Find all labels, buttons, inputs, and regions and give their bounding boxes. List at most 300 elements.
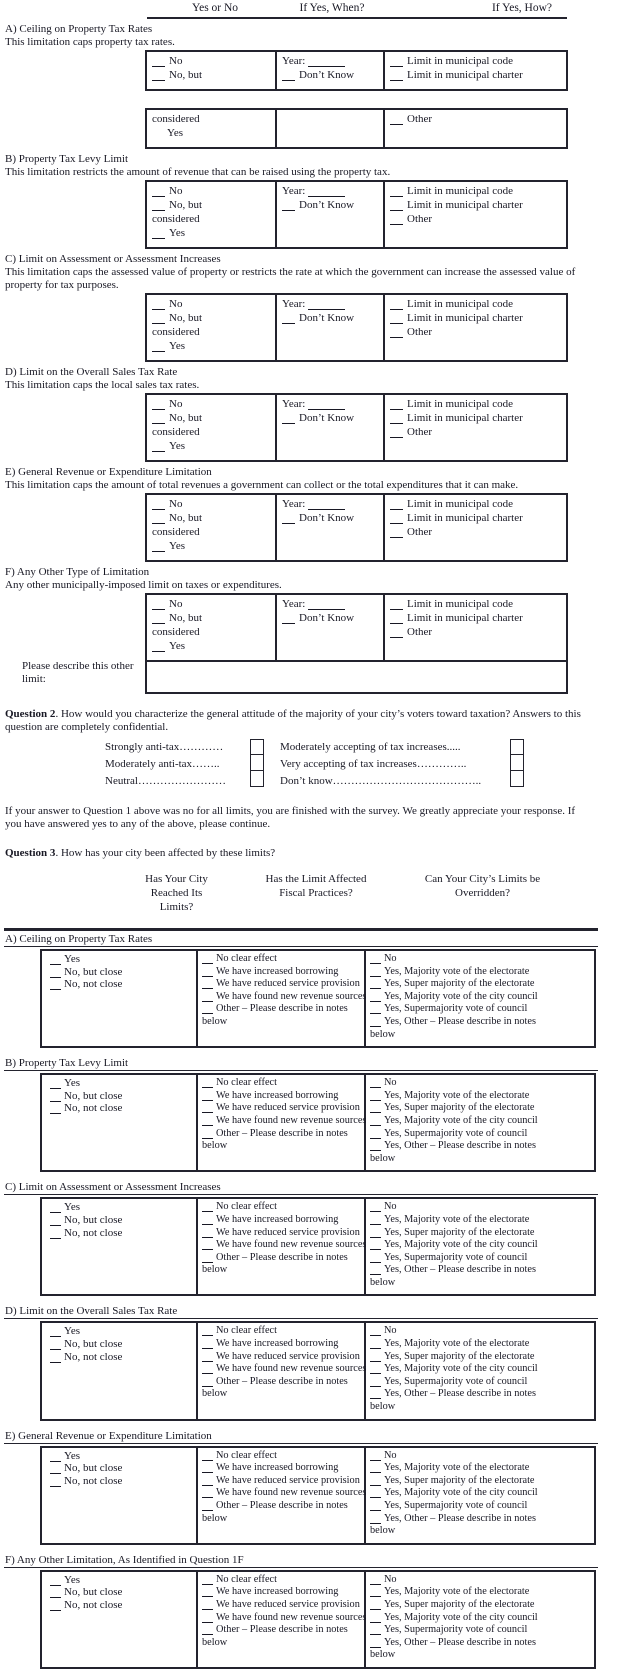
option-line [202, 966, 362, 979]
fill-blank[interactable] [370, 1354, 381, 1362]
option-text: Year: [282, 398, 306, 410]
option-line [50, 1351, 194, 1364]
fill-blank[interactable] [390, 429, 403, 438]
fill-blank[interactable] [50, 1479, 61, 1487]
fill-blank[interactable] [370, 1391, 381, 1399]
fill-blank[interactable] [370, 1267, 381, 1275]
fill-blank[interactable] [152, 401, 165, 410]
option-line [370, 1599, 592, 1612]
fill-blank[interactable] [50, 982, 61, 990]
option-text: Yes, Supermajority vote of council [384, 1375, 528, 1387]
fill-blank[interactable] [390, 72, 403, 81]
option-text: Yes, Supermajority vote of council [384, 1003, 528, 1015]
fill-blank[interactable] [370, 1105, 381, 1113]
year-fill-blank[interactable] [308, 601, 345, 610]
option-line [202, 1090, 362, 1103]
fill-blank[interactable] [50, 1454, 61, 1462]
q3-answer-table [40, 1197, 596, 1296]
option-line [202, 1264, 362, 1277]
fill-blank[interactable] [282, 72, 295, 81]
year-fill-blank[interactable] [308, 301, 345, 310]
q1-section-description: This limitation restricts the amount of revenue that can be raised using the property tax. [5, 166, 391, 178]
fill-blank[interactable] [370, 1602, 381, 1610]
fill-blank[interactable] [282, 315, 295, 324]
fill-blank[interactable] [50, 1342, 61, 1350]
fill-blank[interactable] [390, 329, 403, 338]
fill-blank[interactable] [202, 1379, 213, 1387]
fill-blank[interactable] [370, 1019, 381, 1027]
option-line [390, 325, 562, 339]
option-text: Yes, Other – Please describe in notes [384, 1512, 536, 1524]
option-text: Limit in municipal code [407, 298, 514, 310]
option-text: Yes, Majority vote of the electorate [384, 1462, 530, 1474]
fill-blank[interactable] [390, 188, 403, 197]
option-line [390, 112, 562, 126]
q3-answer-table [40, 1446, 596, 1545]
option-line [370, 1325, 592, 1338]
fill-blank[interactable] [50, 1329, 61, 1337]
fill-blank[interactable] [370, 1627, 381, 1635]
fill-blank[interactable] [370, 1006, 381, 1014]
option-text: Don’t Know [299, 412, 355, 424]
fill-blank[interactable] [390, 315, 403, 324]
option-line [202, 1239, 367, 1252]
answer-cell-c2 [277, 295, 385, 360]
option-text: Yes, Other – Please describe in notes [384, 1264, 536, 1276]
year-fill-blank[interactable] [308, 501, 345, 510]
fill-blank[interactable] [152, 188, 165, 197]
fill-blank[interactable] [370, 1093, 381, 1101]
answer-cell-c1 [147, 182, 277, 247]
q2-left-option: Neutral…………………… [105, 775, 226, 787]
q1-section [4, 466, 600, 562]
fill-blank[interactable] [370, 1131, 381, 1139]
answer-cell-c2 [198, 1323, 366, 1418]
fill-blank[interactable] [390, 116, 403, 125]
option-text: Limit in municipal code [407, 55, 514, 67]
q3-section-label: B) Property Tax Levy Limit [4, 1055, 598, 1071]
option-line [50, 1090, 194, 1103]
option-line [370, 966, 592, 979]
option-text: Yes [64, 1077, 81, 1090]
fill-blank[interactable] [50, 1106, 61, 1114]
fill-blank[interactable] [202, 1503, 213, 1511]
option-text: considered [152, 113, 200, 125]
option-line [152, 425, 271, 439]
fill-blank[interactable] [370, 1615, 381, 1623]
option-text: No clear effect [216, 1449, 277, 1461]
checkbox[interactable] [510, 754, 524, 771]
fill-blank[interactable] [152, 343, 165, 352]
answer-cell-c1 [42, 1448, 198, 1543]
fill-blank[interactable] [202, 1080, 213, 1088]
option-line [390, 625, 562, 639]
option-text: below [370, 1276, 396, 1288]
fill-blank[interactable] [202, 994, 213, 1002]
fill-blank[interactable] [370, 1453, 381, 1461]
option-text: No [169, 398, 183, 410]
option-text: Other – Please describe in notes [216, 1375, 348, 1387]
option-text: Yes [64, 1201, 81, 1214]
q3-section [4, 1303, 600, 1420]
option-text: We have reduced service provision [216, 1474, 360, 1486]
option-text: Yes, Super majority of the electorate [384, 1474, 535, 1486]
fill-blank[interactable] [370, 1465, 381, 1473]
question2-options [4, 741, 600, 795]
answer-cell-c1 [42, 1572, 198, 1667]
q1-sections [4, 23, 600, 662]
answer-cell-c3 [385, 182, 566, 247]
fill-blank[interactable] [152, 643, 165, 652]
option-line [370, 1277, 592, 1290]
option-line [152, 639, 271, 653]
fill-blank[interactable] [390, 515, 403, 524]
fill-blank[interactable] [152, 230, 165, 239]
option-text: Yes, Majority vote of the electorate [384, 1089, 530, 1101]
header-line: Reached Its [150, 887, 203, 899]
fill-blank[interactable] [370, 1490, 381, 1498]
option-line [202, 1611, 367, 1625]
checkbox[interactable] [250, 754, 264, 771]
option-text: We have reduced service provision [216, 1226, 360, 1238]
q3-section-label: C) Limit on Assessment or Assessment Increases [4, 1179, 598, 1195]
fill-blank[interactable] [282, 515, 295, 524]
option-text: Yes, Super majority of the electorate [384, 1350, 535, 1362]
option-line [152, 212, 271, 226]
fill-blank[interactable] [390, 529, 403, 538]
option-text: Limit in municipal code [407, 185, 514, 197]
fill-blank[interactable] [152, 601, 165, 610]
q1-describe-input-box[interactable] [145, 660, 568, 694]
option-line [370, 1376, 592, 1389]
fill-blank[interactable] [152, 615, 165, 624]
option-text: Yes, Majority vote of the electorate [384, 1586, 530, 1598]
header-line: Fiscal Practices? [279, 887, 353, 899]
fill-blank[interactable] [152, 415, 165, 424]
option-line [152, 511, 271, 525]
option-line [202, 1140, 362, 1153]
fill-blank[interactable] [370, 1379, 381, 1387]
option-line [50, 1325, 194, 1338]
fill-blank[interactable] [202, 956, 213, 964]
fill-blank[interactable] [370, 1589, 381, 1597]
option-line [370, 1462, 592, 1475]
fill-blank[interactable] [370, 1143, 381, 1151]
fill-blank[interactable] [202, 1105, 213, 1113]
q1-section-label: D) Limit on the Overall Sales Tax Rate [5, 366, 178, 378]
answer-cell-c2 [198, 951, 366, 1046]
option-text: Limit in municipal charter [407, 412, 523, 424]
option-text: below [202, 1264, 228, 1276]
fill-blank[interactable] [370, 1217, 381, 1225]
q3-section [4, 1552, 600, 1669]
option-line [202, 1102, 362, 1115]
fill-blank[interactable] [202, 1615, 213, 1623]
fill-blank[interactable] [370, 1640, 381, 1648]
fill-blank[interactable] [50, 1603, 61, 1611]
option-text: considered [152, 213, 200, 225]
answer-cell-c1 [147, 52, 277, 89]
fill-blank[interactable] [152, 443, 165, 452]
checkbox[interactable] [250, 739, 264, 756]
option-text: Yes, Super majority of the electorate [384, 1598, 535, 1610]
fill-blank[interactable] [370, 981, 381, 989]
fill-blank[interactable] [370, 1366, 381, 1374]
q2-footer-note: If your answer to Question 1 above was no for all limits, you are finished with the survey. We greatly appreciate your response. If you have answered yes to any of the above, please continue. [5, 805, 576, 830]
q1-section-label: F) Any Other Type of Limitation [5, 566, 150, 578]
option-line [202, 990, 367, 1004]
fill-blank[interactable] [50, 1231, 61, 1239]
fill-blank[interactable] [50, 1466, 61, 1474]
q2-left-option: Strongly anti-tax………… [105, 741, 224, 753]
option-line [50, 1214, 194, 1227]
fill-blank[interactable] [152, 315, 165, 324]
option-line [152, 68, 271, 82]
option-line [370, 1201, 592, 1214]
option-line [390, 311, 562, 325]
option-text: Other [407, 213, 433, 225]
fill-blank[interactable] [202, 1217, 213, 1225]
checkbox[interactable] [510, 739, 524, 756]
option-text: Yes, Majority vote of the electorate [384, 1213, 530, 1225]
fill-blank[interactable] [50, 970, 61, 978]
fill-blank[interactable] [390, 301, 403, 310]
fill-blank[interactable] [152, 202, 165, 211]
fill-blank[interactable] [152, 58, 165, 67]
answer-cell-c3 [385, 295, 566, 360]
fill-blank[interactable] [152, 501, 165, 510]
option-line [370, 1029, 592, 1042]
fill-blank[interactable] [202, 1453, 213, 1461]
fill-blank[interactable] [202, 1602, 213, 1610]
option-line [370, 1227, 592, 1240]
fill-blank[interactable] [202, 1465, 213, 1473]
option-line [202, 1338, 362, 1351]
fill-blank[interactable] [370, 956, 381, 964]
fill-blank[interactable] [202, 1328, 213, 1336]
q2-right-option: Moderately accepting of tax increases..... [280, 741, 461, 753]
q3-column-headers [4, 872, 600, 922]
fill-blank[interactable] [390, 415, 403, 424]
option-text: Yes [169, 440, 186, 452]
fill-blank[interactable] [370, 969, 381, 977]
option-text: Yes, Majority vote of the city council [384, 1611, 538, 1623]
option-line [50, 1586, 194, 1599]
option-text: Yes, Other – Please describe in notes [384, 1388, 536, 1400]
fill-blank[interactable] [202, 1341, 213, 1349]
fill-blank[interactable] [370, 1080, 381, 1088]
option-text: Don’t Know [299, 312, 355, 324]
fill-blank[interactable] [50, 1355, 61, 1363]
fill-blank[interactable] [202, 1255, 213, 1263]
fill-blank[interactable] [390, 501, 403, 510]
fill-blank[interactable] [282, 615, 295, 624]
fill-blank[interactable] [202, 1478, 213, 1486]
option-line [370, 1624, 592, 1637]
fill-blank[interactable] [50, 1590, 61, 1598]
option-line [370, 1077, 592, 1090]
fill-blank[interactable] [370, 1255, 381, 1263]
fill-blank[interactable] [390, 401, 403, 410]
fill-blank[interactable] [202, 1131, 213, 1139]
option-text: Yes, Supermajority vote of council [384, 1624, 528, 1636]
option-line [370, 1003, 592, 1016]
option-line [202, 1252, 362, 1265]
fill-blank[interactable] [50, 1218, 61, 1226]
year-fill-blank[interactable] [308, 58, 345, 67]
fill-blank[interactable] [202, 1354, 213, 1362]
option-line [370, 1252, 592, 1265]
option-line [202, 1500, 362, 1513]
fill-blank[interactable] [370, 1118, 381, 1126]
option-line [282, 198, 379, 212]
option-text: We have increased borrowing [216, 1462, 339, 1474]
fill-blank[interactable] [370, 1328, 381, 1336]
option-text: Other – Please describe in notes [216, 1127, 348, 1139]
option-text: below [202, 1015, 228, 1027]
fill-blank[interactable] [370, 1204, 381, 1212]
option-text: No [384, 1201, 397, 1213]
header-line: Limits? [159, 901, 194, 913]
option-line [370, 1115, 592, 1128]
option-text: Yes, Supermajority vote of council [384, 1251, 528, 1263]
fill-blank[interactable] [152, 72, 165, 81]
option-text: No, but close [64, 1089, 123, 1102]
fill-blank[interactable] [370, 1577, 381, 1585]
fill-blank[interactable] [202, 1118, 213, 1126]
fill-blank[interactable] [390, 615, 403, 624]
fill-blank[interactable] [202, 1093, 213, 1101]
option-line [202, 1462, 362, 1475]
option-line [202, 1363, 367, 1376]
fill-blank[interactable] [50, 957, 61, 965]
option-line [50, 978, 194, 991]
option-text: Yes, Majority vote of the city council [384, 1487, 538, 1499]
option-text: below [370, 1152, 396, 1164]
fill-blank[interactable] [202, 1490, 213, 1498]
q2-left-checkbox-stack [250, 740, 264, 787]
fill-blank[interactable] [202, 1627, 213, 1635]
q1-section-label: E) General Revenue or Expenditure Limitation [5, 466, 212, 478]
fill-blank[interactable] [202, 969, 213, 977]
option-text: Yes [169, 640, 186, 652]
option-line [370, 1264, 592, 1277]
fill-blank[interactable] [370, 1478, 381, 1486]
fill-blank[interactable] [202, 1589, 213, 1597]
fill-blank[interactable] [202, 1230, 213, 1238]
option-line [50, 1201, 194, 1214]
fill-blank[interactable] [370, 1516, 381, 1524]
fill-blank[interactable] [202, 1006, 213, 1014]
q1-section-description: Any other municipally-imposed limit on taxes or expenditures. [5, 579, 282, 591]
option-line [390, 297, 562, 311]
option-text: No, not close [64, 1474, 123, 1487]
answer-cell-c2 [198, 1448, 366, 1543]
fill-blank[interactable] [202, 1242, 213, 1250]
checkbox[interactable] [510, 770, 524, 787]
q1-section-description: This limitation caps property tax rates. [5, 36, 175, 48]
fill-blank[interactable] [202, 981, 213, 989]
option-line [370, 991, 592, 1004]
fill-blank[interactable] [50, 1081, 61, 1089]
option-text: Year: [282, 498, 306, 510]
fill-blank[interactable] [370, 994, 381, 1002]
fill-blank[interactable] [390, 216, 403, 225]
fill-blank[interactable] [50, 1205, 61, 1213]
option-text: No [169, 185, 183, 197]
answer-cell-c3 [366, 951, 594, 1046]
fill-blank[interactable] [202, 1204, 213, 1212]
option-text: No clear effect [216, 1325, 277, 1337]
fill-blank[interactable] [282, 202, 295, 211]
header-line: Can Your City’s Limits be [424, 873, 541, 885]
q1-header-if-yes-when: If Yes, When? [299, 2, 365, 14]
q3-answer-table [40, 949, 596, 1048]
fill-blank[interactable] [370, 1242, 381, 1250]
fill-blank[interactable] [152, 301, 165, 310]
option-text: No, not close [64, 978, 123, 991]
header-line: Has the Limit Affected [265, 873, 367, 885]
option-line [50, 953, 194, 966]
fill-blank[interactable] [390, 601, 403, 610]
checkbox[interactable] [250, 770, 264, 787]
q1-describe-row [4, 660, 600, 694]
option-text: below [370, 1028, 396, 1040]
option-text: We have reduced service provision [216, 1102, 360, 1114]
option-line [282, 297, 379, 311]
option-line [152, 625, 271, 639]
option-line [282, 511, 379, 525]
answer-cell-c2 [198, 1572, 366, 1667]
option-line [390, 611, 562, 625]
option-text: No, but [169, 612, 202, 624]
q1-section-label: C) Limit on Assessment or Assessment Increases [5, 253, 221, 265]
answer-cell-c3 [385, 52, 566, 89]
fill-blank[interactable] [152, 515, 165, 524]
fill-blank[interactable] [370, 1230, 381, 1238]
answer-cell-c1 [147, 110, 277, 147]
option-line [370, 1401, 592, 1414]
option-text: We have increased borrowing [216, 1213, 339, 1225]
fill-blank[interactable] [282, 415, 295, 424]
year-fill-blank[interactable] [308, 188, 345, 197]
fill-blank[interactable] [50, 1578, 61, 1586]
option-text: Yes, Super majority of the electorate [384, 1226, 535, 1238]
answer-cell-c2 [198, 1199, 366, 1294]
fill-blank[interactable] [202, 1366, 213, 1374]
fill-blank[interactable] [370, 1503, 381, 1511]
fill-blank[interactable] [390, 58, 403, 67]
q1-describe-label: Please describe this other limit: [22, 660, 134, 685]
option-line [370, 1153, 592, 1166]
fill-blank[interactable] [50, 1094, 61, 1102]
fill-blank[interactable] [390, 202, 403, 211]
fill-blank[interactable] [370, 1341, 381, 1349]
option-text: Year: [282, 298, 306, 310]
q1-section-description: This limitation caps the local sales tax rates. [5, 379, 200, 391]
option-text: below [202, 1388, 228, 1400]
answer-cell-c3 [366, 1075, 594, 1170]
header-line: Has Your City [145, 873, 208, 885]
option-text: Limit in municipal charter [407, 312, 523, 324]
fill-blank[interactable] [390, 629, 403, 638]
year-fill-blank[interactable] [308, 401, 345, 410]
fill-blank[interactable] [152, 543, 165, 552]
option-text: No clear effect [216, 953, 277, 964]
q1-section-label: A) Ceiling on Property Tax Rates [5, 23, 153, 35]
fill-blank[interactable] [202, 1577, 213, 1585]
option-line [202, 1475, 362, 1488]
